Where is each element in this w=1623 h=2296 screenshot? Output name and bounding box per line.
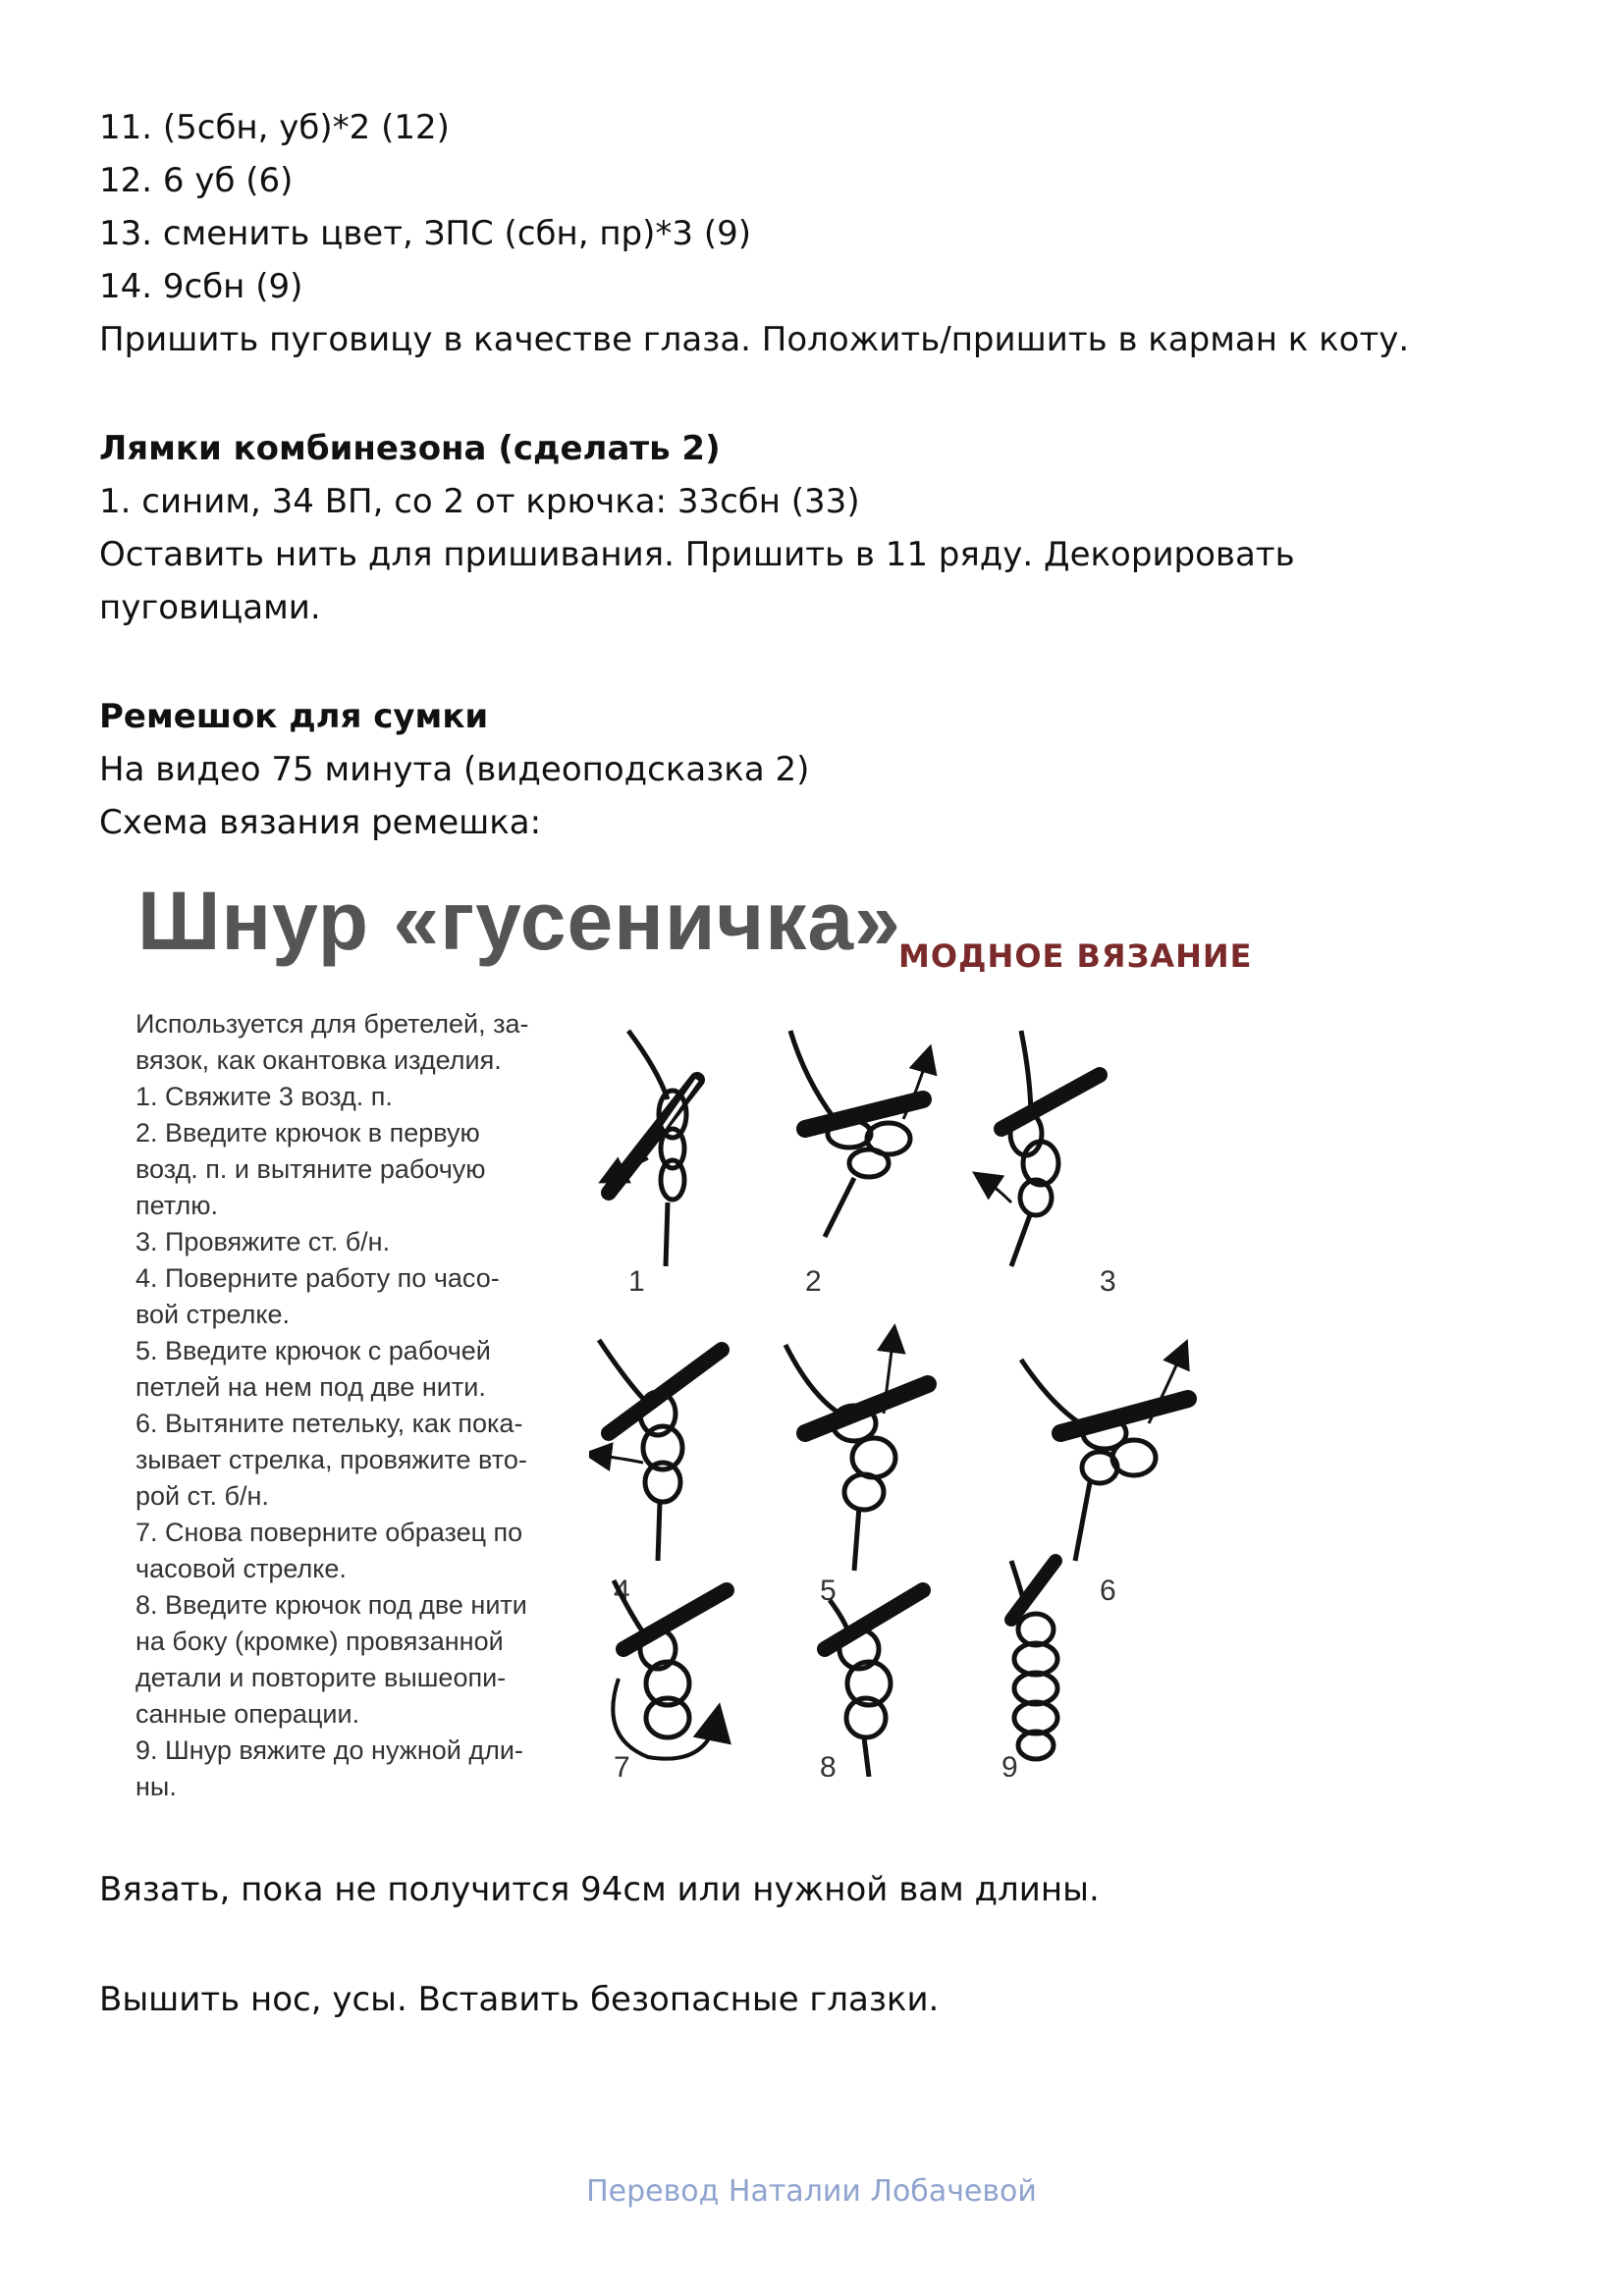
step-line: 5. Введите крючок с рабочей: [135, 1336, 491, 1365]
step-line: рой ст. б/н.: [135, 1481, 269, 1511]
diagram-number: 4: [614, 1575, 630, 1607]
figure-title: Шнур «гусеничка»: [137, 875, 901, 967]
straps-line-1: 1. синим, 34 ВП, со 2 от крючка: 33сбн (33): [99, 482, 860, 521]
step-line: петлю.: [135, 1191, 219, 1220]
figure-brand: МОДНОЕ ВЯЗАНИЕ: [898, 937, 1253, 975]
row-11: 11. (5сбн, уб)*2 (12): [99, 108, 450, 147]
step-line: 6. Вытяните петельку, как пока-: [135, 1409, 523, 1438]
diagram-3: [982, 1031, 1100, 1266]
face-instruction: Вышить нос, усы. Вставить безопасные глазки.: [99, 1980, 940, 2019]
step-line: 7. Снова поверните образец по: [135, 1518, 523, 1547]
diagram-9: [1011, 1561, 1057, 1759]
step-line: ны.: [135, 1772, 177, 1801]
diagram-number: 2: [805, 1265, 822, 1298]
straps-heading: Лямки комбинезона (сделать 2): [99, 429, 721, 468]
figure-steps: [135, 1006, 646, 1805]
diagram-6: [1021, 1350, 1188, 1561]
bag-strap-line-2: Схема вязания ремешка:: [99, 803, 542, 842]
row-13: 13. сменить цвет, ЗПС (сбн, пр)*3 (9): [99, 214, 751, 253]
step-line: вой стрелке.: [135, 1300, 291, 1329]
bag-strap-line-1: На видео 75 минута (видеоподсказка 2): [99, 750, 810, 789]
row-12: 12. 6 уб (6): [99, 161, 294, 200]
diagram-number: 9: [1001, 1751, 1018, 1777]
step-line: петлей на нем под две нити.: [135, 1372, 486, 1402]
step-line: 1. Свяжите 3 возд. п.: [135, 1082, 393, 1111]
step-line: 9. Шнур вяжите до нужной дли-: [135, 1735, 523, 1765]
step-line: Используется для бретелей, за-: [135, 1009, 529, 1039]
diagram-number: 6: [1100, 1575, 1116, 1607]
step-line: зывает стрелка, провяжите вто-: [135, 1445, 527, 1474]
step-line: 2. Введите крючок в первую: [135, 1118, 480, 1148]
straps-line-3: пуговицами.: [99, 588, 321, 627]
diagram-number: 7: [614, 1751, 630, 1777]
step-line: на боку (кромке) провязанной: [135, 1627, 504, 1656]
step-line: детали и повторите вышеопи-: [135, 1663, 507, 1692]
straps-line-2: Оставить нить для пришивания. Пришить в 11 ряду. Декорировать: [99, 535, 1295, 574]
diagram-number: 3: [1100, 1265, 1116, 1298]
eye-instruction: Пришить пуговицу в качестве глаза. Положить/пришить в карман к коту.: [99, 320, 1410, 359]
diagram-1: [609, 1031, 697, 1266]
diagram-8: [825, 1590, 923, 1777]
diagram-5: [785, 1335, 928, 1571]
length-instruction: Вязать, пока не получится 94см или нужной вам длины.: [99, 1870, 1100, 1909]
diagram-number: 5: [820, 1575, 837, 1607]
step-line: 3. Провяжите ст. б/н.: [135, 1227, 391, 1256]
row-14: 14. 9сбн (9): [99, 267, 303, 306]
diagram-7: [613, 1580, 727, 1759]
step-line: 8. Введите крючок под две нити: [135, 1590, 527, 1620]
step-line: часовой стрелке.: [135, 1554, 347, 1583]
caterpillar-cord-figure: [98, 864, 1394, 1806]
diagram-4: [594, 1340, 722, 1561]
footer-credit: Перевод Наталии Лобачевой: [586, 2174, 1037, 2209]
step-line: 4. Поверните работу по часо-: [135, 1263, 500, 1293]
step-line: возд. п. и вытяните рабочую: [135, 1154, 486, 1184]
crochet-diagrams: [589, 1011, 1394, 1777]
diagram-number: 1: [628, 1265, 645, 1298]
step-line: вязок, как окантовка изделия.: [135, 1045, 502, 1075]
diagram-2: [790, 1031, 928, 1237]
step-line: санные операции.: [135, 1699, 360, 1729]
bag-strap-heading: Ремешок для сумки: [99, 697, 489, 736]
diagram-number: 8: [820, 1751, 837, 1777]
